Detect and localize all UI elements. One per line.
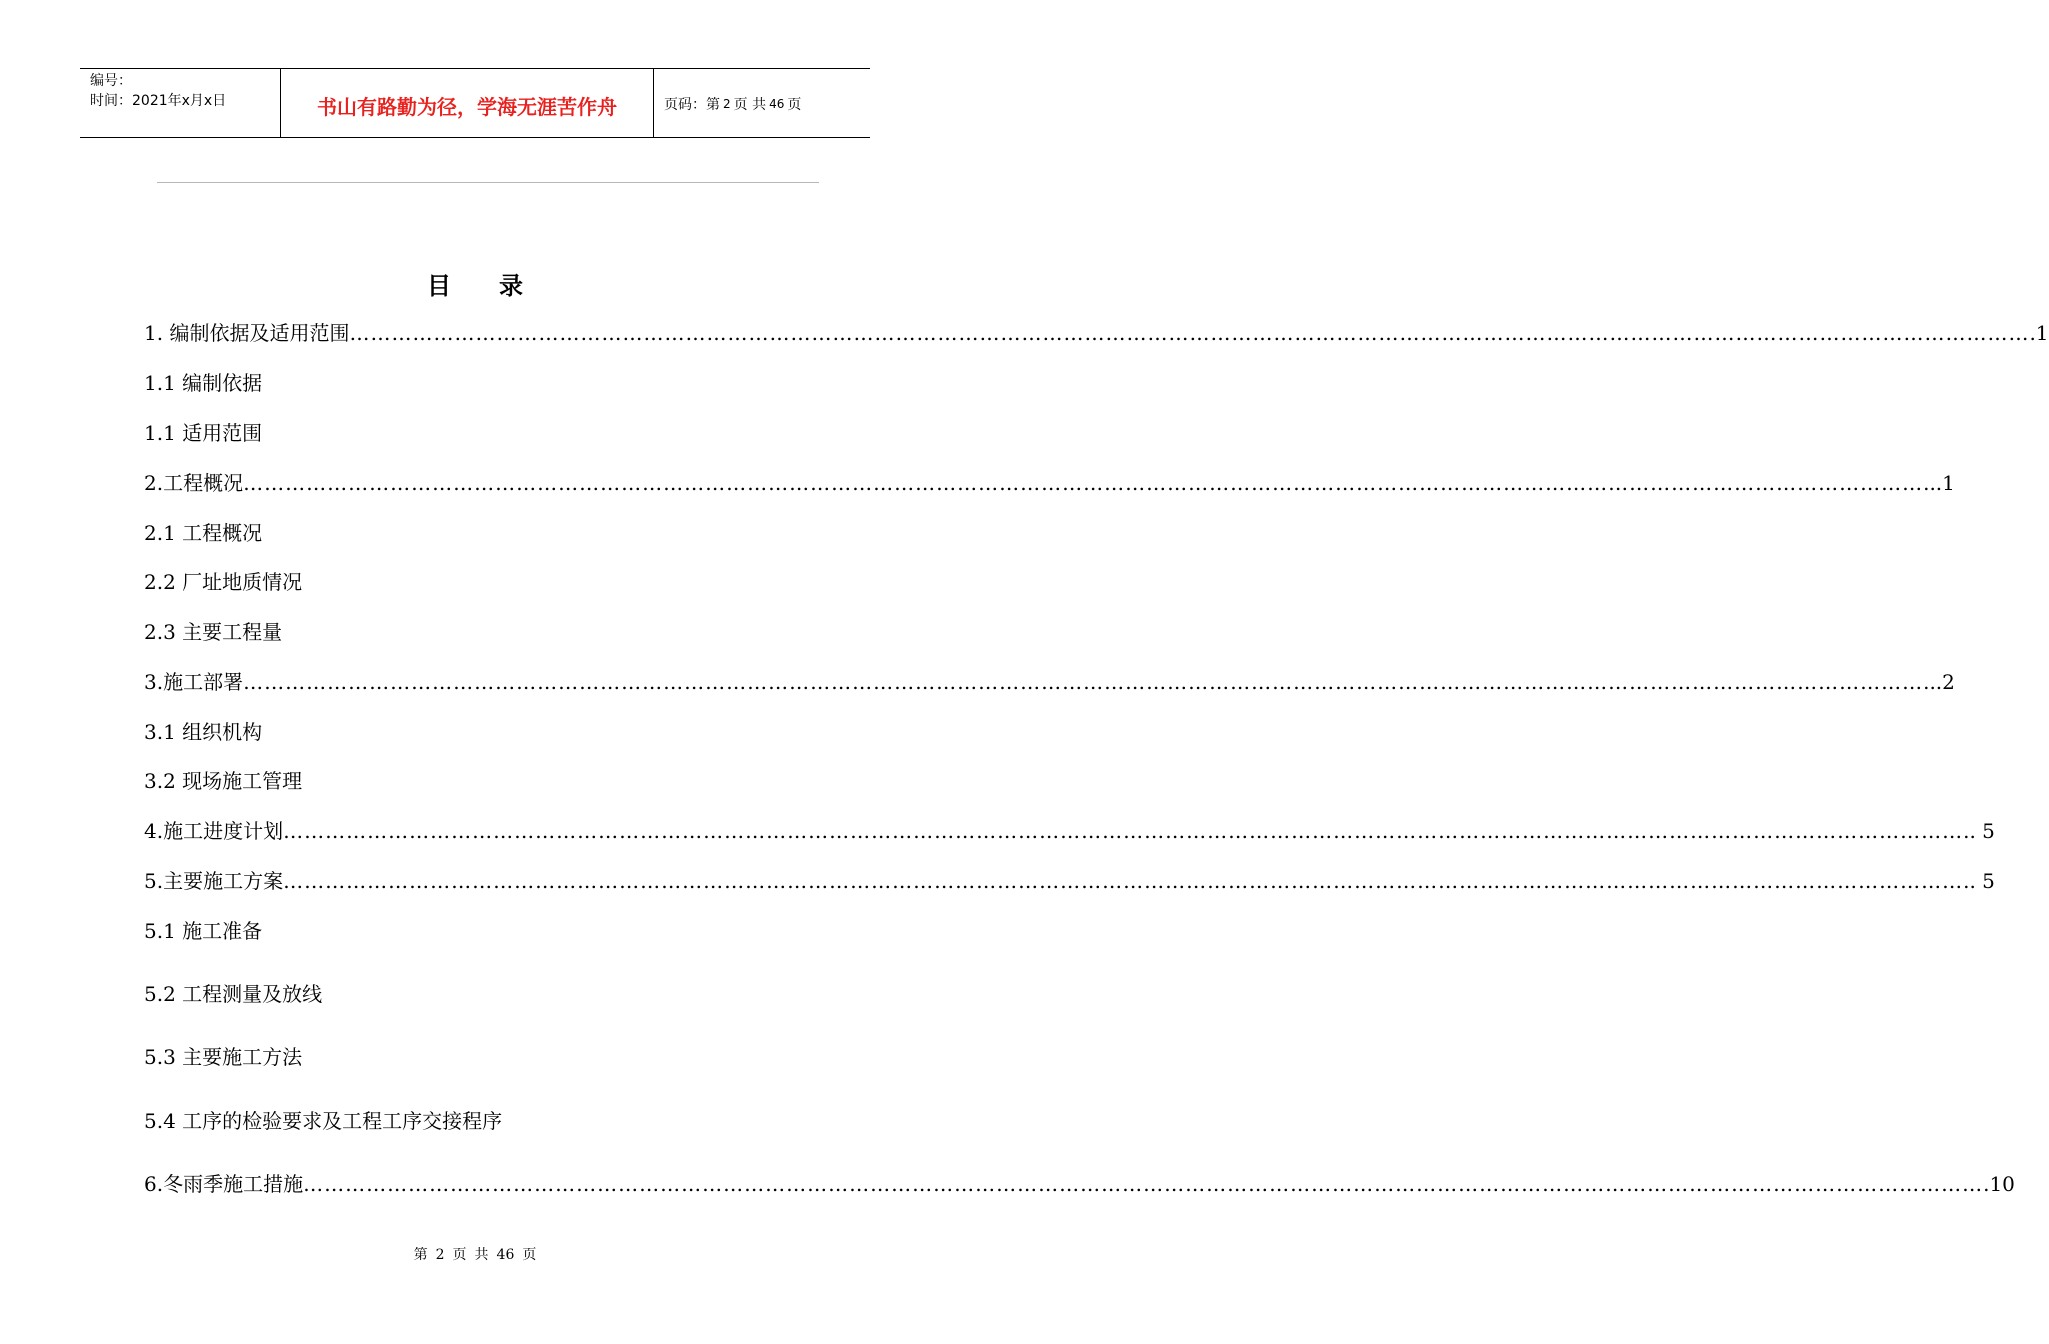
toc-item-label: 1.1 编制依据	[144, 371, 263, 395]
toc-item	[144, 617, 748, 647]
toc-item	[144, 816, 1995, 846]
header-page-total: 46	[769, 97, 785, 111]
toc-item	[144, 318, 2049, 348]
toc-item-label: 1. 编制依据及适用范围	[144, 321, 350, 345]
header-divider	[157, 182, 819, 183]
toc-item	[144, 368, 748, 398]
toc-item-page: .. 5	[1963, 819, 1995, 843]
toc-item-page: .10	[1983, 1172, 2015, 1196]
toc-item-leader: ……………………………………………………………………………………………………………………………………………………………………………………………………………………	[349, 321, 2030, 345]
document-number-label: 编号：	[90, 73, 132, 89]
toc-item	[144, 866, 1995, 896]
toc-item-label: 5.4 工序的检验要求及工程工序交接程序	[144, 1109, 503, 1133]
toc-item-label: 2.2 厂址地质情况	[144, 570, 303, 594]
page-footer	[0, 1244, 950, 1264]
header-motto: 书山有路勤为径，学海无涯苦作舟	[281, 69, 654, 137]
toc-item-label: 3.1 组织机构	[144, 720, 263, 744]
toc-item	[144, 418, 748, 448]
toc-item	[144, 717, 748, 747]
toc-item-page: ...2	[1923, 670, 1955, 694]
toc-item-label: 6.冬雨季施工措施	[144, 1172, 304, 1196]
footer-current: 2	[435, 1247, 445, 1263]
toc-title: 目录	[427, 272, 571, 300]
toc-item-label: 1.1 适用范围	[144, 421, 263, 445]
toc-item	[144, 1169, 2015, 1199]
toc-item-leader: ……………………………………………………………………………………………………………………………………………………………………………………………………………………	[303, 1172, 1984, 1196]
document-time: 时间：2021年x月x日	[90, 93, 227, 109]
toc-item-label: 2.工程概况	[144, 471, 244, 495]
toc-item-page: .1	[2029, 321, 2049, 345]
toc-item-label: 4.施工进度计划	[144, 819, 284, 843]
footer-suffix: 页	[522, 1247, 537, 1263]
toc-item	[144, 766, 748, 796]
toc-item	[144, 567, 748, 597]
footer-prefix: 第	[413, 1247, 428, 1263]
toc-item-label: 5.2 工程测量及放线	[144, 982, 323, 1006]
footer-mid2: 共	[474, 1247, 489, 1263]
toc-item	[144, 468, 1955, 498]
toc-item-label: 3.施工部署	[144, 670, 244, 694]
toc-item-leader: ……………………………………………………………………………………………………………………………………………………………………………………………………………………	[243, 471, 1924, 495]
toc-item	[144, 916, 748, 946]
toc-item	[144, 667, 1955, 697]
toc-item-label: 2.1 工程概况	[144, 521, 263, 545]
toc-item-leader: ……………………………………………………………………………………………………………………………………………………………………………………………………………………	[283, 819, 1964, 843]
header-page-info	[654, 69, 870, 137]
footer-total: 46	[496, 1247, 515, 1263]
toc-item-label: 2.3 主要工程量	[144, 620, 283, 644]
toc-item-page: ...1	[1923, 471, 1955, 495]
toc-item	[144, 979, 748, 1009]
header-page-suffix: 页	[787, 97, 802, 113]
header-page-current: 2	[723, 97, 731, 111]
toc-item	[144, 1106, 748, 1136]
toc-item-label: 5.1 施工准备	[144, 919, 263, 943]
toc-item-label: 5.3 主要施工方法	[144, 1045, 303, 1069]
toc-item	[144, 1042, 748, 1072]
toc-item-leader: ……………………………………………………………………………………………………………………………………………………………………………………………………………………	[283, 869, 1964, 893]
header-page-mid: 页 共	[733, 97, 767, 113]
toc-item-label: 3.2 现场施工管理	[144, 769, 303, 793]
toc-item-page: .. 5	[1963, 869, 1995, 893]
header-page-prefix: 页码：第	[664, 97, 720, 113]
header-meta	[80, 69, 281, 137]
toc-item-leader: ……………………………………………………………………………………………………………………………………………………………………………………………………………………	[243, 670, 1924, 694]
toc-item	[144, 518, 748, 548]
footer-mid1: 页	[452, 1247, 467, 1263]
toc-item-label: 5.主要施工方案	[144, 869, 284, 893]
document-header	[80, 68, 870, 138]
